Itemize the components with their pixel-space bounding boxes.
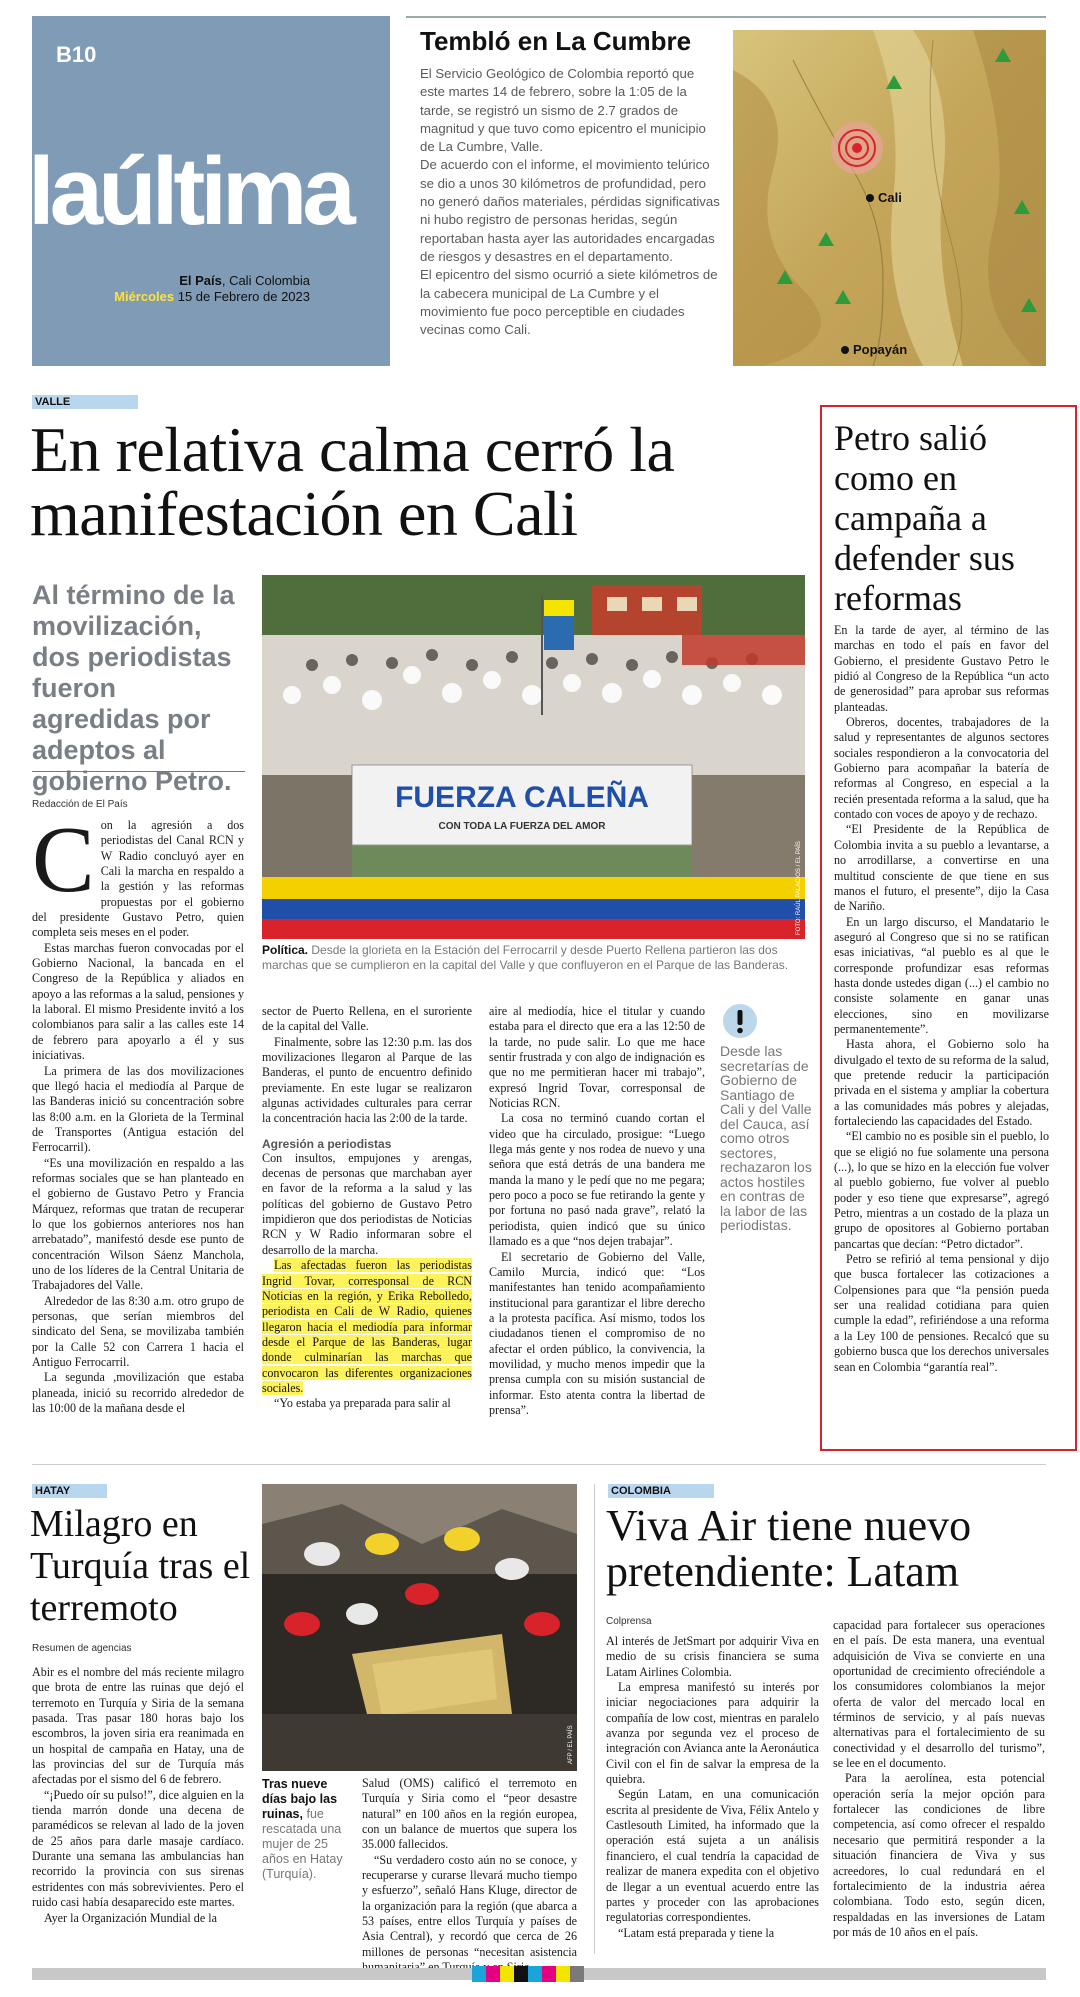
article-paragraph: La segunda ,movilización que estaba planeada, inició su recorrido alrededor de las 10:00 de la mañana desde el [32,1370,244,1416]
article-paragraph: “¡Puedo oír su pulso!”, dice alguien en la tienda marrón donde una decena de paramédicos se relevan al lado de la joven de 25 años para darle masaje cardíaco. Durante una semana las ambulancias han recorrido la provincia con sus sirenas estridentes con más sobrevivientes. Pero el ruido casi había desaparecido este martes. [32,1787,244,1910]
city-label: Popayán [853,342,908,357]
article-paragraph [32,808,244,941]
exclamation-icon [722,1003,758,1039]
quake-brief [420,26,720,339]
article-paragraph: Según Latam, en una comunicación escrita al presidente de Viva, Félix Antelo y Castlesouth Limited, ha informado que la operación está sujeta a un análisis financiero, el cual tendría la capacidad de realizar de manera expedita con el objetivo de llegar a un eventual acuerdo entre las partes y proceder con las aprobaciones regulatorias correspondientes. [606,1787,819,1925]
photo-caption [262,1777,354,1882]
article-paragraph [262,1258,472,1396]
article-paragraph: Abir es el nombre del más reciente milagro que brota de entre las ruinas que dejó el terremoto en Turquía y Siria de la semana pasada. Tras pasar 180 horas bajo los escombros, la joven siria era reanimada en un hospital de campaña en Hatay, una de las provincias del sur de Turquía más afectadas por el sismo del 6 de febrero. [32,1665,244,1787]
section-tag-valle: VALLE [32,395,138,409]
registration-swatch [472,1966,486,1982]
lead-text: on la agresión a dos periodistas del Canal RCN y W Radio concluyó ayer en Cali la marcha en respaldo a la gestión y las reformas propuestas por el gobierno del presidente Gustavo Petro, quien completa seis meses en el poder. [32,818,244,940]
turkey-headline: Milagro en Turquía tras el terremoto [30,1503,251,1629]
article-paragraph: “Es una movilización en respaldo a las reformas sociales que se han planteado en el gobierno de Gustavo Petro y Francia Márquez, reformas que tratan de recuperar lo que los gobiernos anteriores nos han arrebatado”, manifestó desde ese punto de concentración Wilson Sáenz Manchola, uno de los líderes de la Central Unitaria de Trabajadores del Valle. [32,1155,244,1293]
turkey-column-2 [362,1776,577,1975]
section-divider [32,1464,1046,1465]
article-paragraph: Finalmente, sobre las 12:30 p.m. las dos movilizaciones llegaron al Parque de las Banderas, el punto de encuentro definido previamente. En este lugar se realizaron algunas actividades culturales para cerrar la concentración hacia las 2:00 de la tarde. [262,1034,472,1126]
banner-text: FUERZA CALEÑA [395,781,649,814]
paper-name: El País [179,273,222,288]
article-paragraph: “Yo estaba ya preparada para salir al [274,1396,451,1411]
article-paragraph: capacidad para fortalecer sus operaciones en el país. De esta manera, una eventual adquisición de Viva se convierte en una oportunidad de crecimiento ofreciéndole a los consumidores colombianos la mejor oferta de valor del mercado local en términos de servicio, y al país nuevas alternativas para el fortalecimiento de su conectividad y el desarrollo del turismo”, se lee en el documento. [833,1618,1045,1771]
article-paragraph: “Latam está preparada y tiene la [618,1925,775,1940]
article-paragraph: sector de Puerto Rellena, en el suroriente de la capital del Valle. [262,1004,472,1034]
registration-swatch [500,1966,514,1982]
article-paragraph: Alrededor de las 8:30 a.m. otro grupo de personas, que serían miembros del sindicato del Sena, se movilizaba también por la Calle 52 con Carrera 1 hacia el Antiguo Ferrocarril. [32,1293,244,1370]
article-paragraph: “El Presidente de la República de Colombia invita a su pueblo a levantarse, a no arrodillarse, a convertirse en una multitud consciente de que tiene en sus manos el futuro, el presente”, dijo la Casa de Nariño. [834,822,1049,914]
registration-swatch [570,1966,584,1982]
registration-swatch [528,1966,542,1982]
article-paragraph: La primera de las dos movilizaciones que llegó hacia el mediodía al Parque de las Banderas inició su concentración sobre las 8:00 a.m. en la Glorieta de la Terminal de Transportes (Antigua estación del Ferrocarril). [32,1063,244,1155]
city-marker [866,194,874,202]
city-label: Cali [878,190,902,205]
photo-credit: FOTO: RAÚL PALACIOS / EL PAÍS [796,841,802,935]
section-tag-colombia: COLOMBIA [608,1484,714,1498]
masthead-dateline [114,273,310,305]
article-paragraph: Hasta ahora, el Gobierno solo ha divulgado el texto de su reforma de la salud, que pretende reducir la participación privada en el sistema y ampliar la cobertura a las comunidades más pobres y alejadas, fortaleciendo las capacidades del Estado. [834,1037,1049,1128]
petro-headline: Petro salió como en campaña a defender sus reformas [834,418,1015,618]
banner-subtext: CON TODA LA FUERZA DEL AMOR [438,821,606,832]
article-paragraph: Para la aerolínea, esta potencial operación sería la mejor opción para fortalecer las condiciones de libre competencia, así como ofrecer el respaldo necesario que permitirá responder a la situación financiera de Viva y sus acreedores, lo cual redundará en el fortalecimiento de la industria aérea colombiana. Todo esto, según dicen, respaldadas en las inversiones de Latam por más de 10 años en el país. [833,1771,1045,1939]
turkey-column-1 [32,1665,244,1926]
column-divider [594,1484,595,1954]
caption-text: Desde la glorieta en la Estación del Ferrocarril y desde Puerto Rellena partieron las dos marchas que se cumplieron en la capital del Valle y que confluyeron en el Parque de las Banderas. [262,943,789,972]
quake-paragraph: De acuerdo con el informe, el movimiento telúrico se dio a unos 30 kilómetros de profundidad, pero no generó daños materiales, pérdidas significativas ni hubo registro de personas heridas, según reportaban hasta ayer las autoridades encargadas de riesgos y desastres en el departamento. [420,157,720,264]
quake-paragraph: El epicentro del sismo ocurrió a siete kilómetros de la cabecera municipal de La Cumbre y el movimiento fue poco perceptible en ciudades vecinas como Cali. [420,267,718,338]
sidebar-quote: Desde las secretarías de Gobierno de Santiago de Cali y del Valle del Cauca, así como otros sectores, rechazaron los actos hostiles en contras de la labor de las periodistas. [720,1043,812,1233]
valle-byline: Redacción de El País [32,799,128,810]
registration-swatch [514,1966,528,1982]
registration-swatch [486,1966,500,1982]
viva-column-1 [606,1634,819,1941]
epicenter-marker [831,122,883,174]
quake-paragraph: El Servicio Geológico de Colombia reportó que este martes 14 de febrero, sobre la 1:05 de la tarde, se registró un sismo de 2.7 grados de magnitud y que tuvo como epicentro el municipio de La Cumbre, Valle. [420,66,706,155]
rescue-photo [262,1484,577,1771]
valle-column-3 [489,1004,705,1418]
article-paragraph: Petro se refirió al tema pensional y dijo que busca fortalecer las cotizaciones a Colpensiones para que “la pensión pueda ser una realidad cotidiana para quien cumple la edad”, refiriéndose a una reforma a la Ley 100 de pensiones. Recalcó que su gobierno busca que los derechos universales sean en Colombia “garantía real”. [834,1252,1049,1374]
article-paragraph: Salud (OMS) calificó el terremoto en Turquía y Siria como el “peor desastre natural” en 100 años en la región europea, con un balance de muertos que supera los 35.000 fallecidos. [362,1776,577,1852]
article-paragraph: El secretario de Gobierno del Valle, Camilo Murcia, indicó que: “Los manifestantes han tenido acompañamiento institucional para garantizar el libre derecho a la protesta pacífica. Así mismo, todos los ciudadanos tienen el compromiso de no afectar el orden público, la convivencia, la movilidad, y mucho menos impedir que la prensa cumpla con su misión sustancial de informar. Esto atenta contra la libertad de prensa”. [489,1249,705,1417]
registration-swatch [556,1966,570,1982]
paper-city: , Cali Colombia [221,273,310,288]
top-rule [406,16,1046,18]
caption-lead: Política. [262,943,309,957]
article-paragraph: En un largo discurso, el Mandatario le aseguró al Congreso que si no se ratifican esas iniciativas, “al pueblo es al que le corresponde profundizar esas reformas hasta donde ustedes digan (...) el cambio no consiste solamente en ganar unas elecciones, sino en movilizarse permanentemente”. [834,914,1049,1036]
highlighted-text: Las afectadas fueron las periodistas Ingrid Tovar, corresponsal de RCN Noticias en la región, y Erika Rebolledo, periodista en Cali de W Radio, quienes llegaron hacia el mediodía para informar desde el Parque de las Banderas, lugar donde culminarían las marchas que convocaron las diferentes organizaciones sociales. [262,1258,472,1395]
photo-credit: AFP / EL PAÍS [568,1725,574,1764]
turkey-byline: Resumen de agencias [32,1643,132,1654]
valle-column-1 [32,808,244,1416]
issue-date: 15 de Febrero de 2023 [174,289,310,304]
drop-cap: C [32,808,95,912]
color-registration-bar [472,1966,584,1982]
viva-column-2 [833,1618,1045,1940]
section-tag-hatay: HATAY [32,1484,107,1498]
article-paragraph: La cosa no terminó cuando cortan el video que ha circulado, prosigue: “Luego llega más gente y nos rodea de nuevo y una señora que está detrás de una bandera me manda la mano y le pedí que no me pegara; pero poco a poco se fue retirando la gente y por fortuna no pasó nada grave”, relató la periodista, quien indicó que su único llamado es a que “nos dejen trabajar”. [489,1111,705,1249]
quake-map [733,30,1046,366]
valle-deck: Al término de la movilización, dos periodistas fueron agredidas por adeptos al gobierno Petro. [32,580,235,796]
article-paragraph: Obreros, docentes, trabajadores de la salud y representantes de algunos sectores sociales respondieron a la convocatoria del Gobierno para acompañar la batería de reformas al Congreso, en especial a la recién presentada reforma a la salud, que ha contado con voces de apoyo y de rechazo. [834,715,1049,822]
brand-logo: laúltima [28,138,351,245]
valle-column-2 [262,1004,472,1412]
section-masthead [28,16,390,366]
photo-caption [262,943,822,973]
viva-headline: Viva Air tiene nuevo pretendiente: Latam [606,1501,972,1596]
article-paragraph: aire al mediodía, hice el titular y cuando estaba para el directo que era a las 12:50 de la tarde, no pude salir. Lo que me hace sentir frustrada y con algo de indignación es que no me permitieran hacer mi trabajo”, expresó Ingrid Tovar, corresponsal de Noticias RCN. [489,1004,705,1111]
article-paragraph: “Su verdadero costo aún no se conoce, y recuperarse y curarse llevará mucho tiempo y esfuerzo”, señaló Hans Kluge, director de la organización para la región (que abarca a 53 países, entre ellos Turquía y países de Asia Central), y recordó que cerca de 26 millones de personas “necesitan asistencia [362,1852,577,1959]
article-paragraph: Con insultos, empujones y arengas, decenas de personas que marchaban ayer en favor de la reforma a la salud y las políticas del gobierno de Gustavo Petro impidieron que dos periodistas de Noticias RCN y W Radio informaran sobre el desarrollo de la marcha. [262,1150,472,1257]
article-paragraph: La empresa manifestó su interés por iniciar negociaciones para adquirir la compañía de low cost, mientras en paralelo avanza por segunda vez el proceso de integración con Avianca ante la Aeronáutica Civil con el fin de salvar la empresa de la quiebra. [606,1680,819,1787]
article-paragraph: Ayer la Organización Mundial de la [44,1910,217,1925]
caption-lead: Tras nueve días bajo las ruinas, [262,1777,338,1821]
registration-swatch [542,1966,556,1982]
weekday: Miércoles [114,289,175,304]
page-number: B10 [56,42,97,67]
article-paragraph: “El cambio no es posible sin el pueblo, lo que se eligió no fue solamente una persona (...), lo que se hizo en la elección fue volver al pueblo gobierno, fue volver al pueblo poder y eso tiene que expresarse”, agregó Petro, mientras a un costado de la plaza un grupo de opositores al Gobierno portaban pancartas que decían: “Petro dictador”. [834,1129,1049,1251]
article-subhead: Agresión a periodistas [262,1136,392,1151]
viva-byline: Colprensa [606,1616,652,1627]
article-paragraph: Al interés de JetSmart por adquirir Viva en medio de su crisis financiera se suma Latam Airlines Colombia. [606,1634,819,1679]
deck-rule [32,771,245,772]
petro-body [834,623,1049,1375]
article-paragraph: Estas marchas fueron convocadas por el Gobierno Nacional, la bancada en el Congreso de la República y aliados en apoyo a las reformas a la salud, pensiones y la laboral. El mismo Presidente invitó a los colombianos para salir a las calles este 14 de febrero para apoyarlo a él y sus iniciativas. [32,940,244,1063]
city-marker [841,346,849,354]
article-paragraph: En la tarde de ayer, al término de las marchas en todo el país en favor del Gobierno, el presidente Gustavo Petro le pidió al Congreso de la República “un acto de generosidad” para aprobar sus reformas planteadas. [834,623,1049,714]
caption-text: fue rescatada una mujer de 25 años en Hatay (Turquía). [262,1807,343,1881]
quake-title: Tembló en La Cumbre [420,26,692,56]
valle-headline: En relativa calma cerró la manifestación en Cali [30,414,675,549]
march-photo [262,575,805,939]
